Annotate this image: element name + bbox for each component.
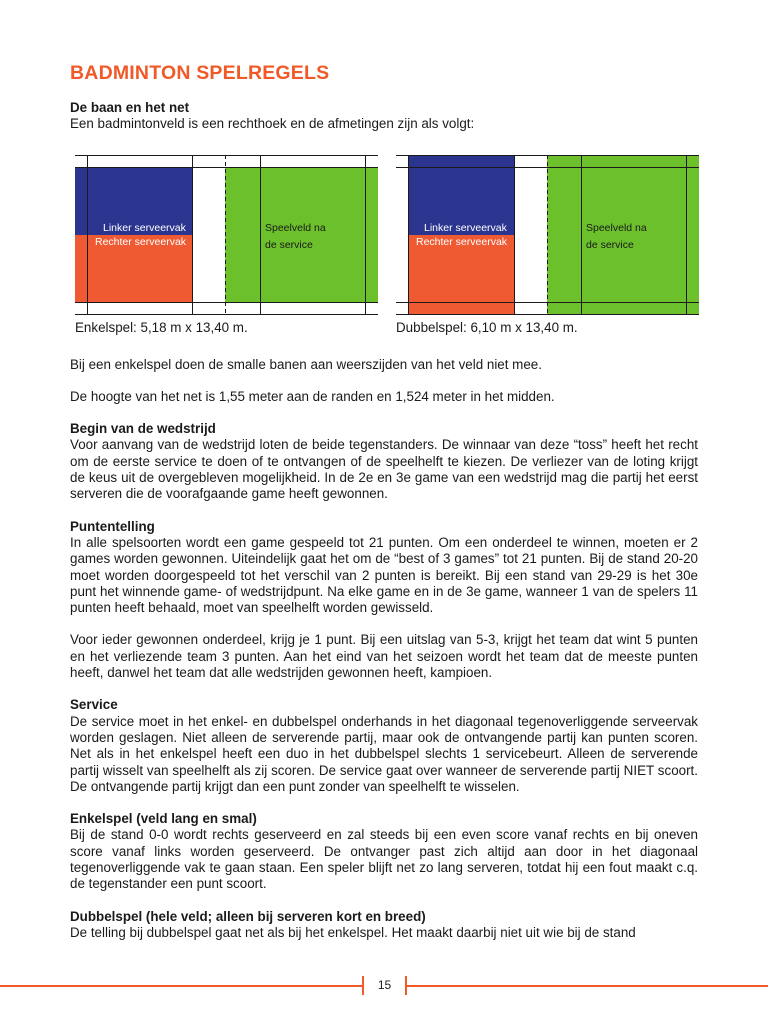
label-left-serve: Linker serveervak	[424, 222, 507, 234]
page-number: 15	[377, 978, 392, 992]
paragraph-baan-1: Bij een enkelspel doen de smalle banen aan weerszijden van het veld niet mee.	[70, 356, 542, 372]
paragraph-baan-intro: Een badmintonveld is een rechthoek en de afmetingen zijn als volgt:	[70, 116, 475, 132]
heading-dubbelspel: Dubbelspel (hele veld; alleen bij serveren kort en breed)	[70, 908, 426, 924]
court-diagram-double	[396, 155, 699, 315]
heading-enkelspel: Enkelspel (veld lang en smal)	[70, 811, 257, 827]
paragraph-punten-1: In alle spelsoorten wordt een game gespeeld tot 21 punten. Om een onderdeel te winnen, moeten er 2 games worden gewonnen. Uiteindelijk gaat het om de “best of 3 games” tot 21 punten. Bij de stand 20-20 moet worden doorgespeeld tot het verschil van 2 punten is bereikt. Bij een stand van 29-29 is het 30e punt het winnende game- of wedstrijdpunt. Na elke game en in de 3e game, wanneer 1 van de spelers 11 punten heeft behaald, moet van speelhelft worden gewisseld.	[70, 534, 698, 616]
label-field-line1: Speelveld na	[265, 222, 326, 234]
caption-single: Enkelspel: 5,18 m x 13,40 m.	[75, 320, 248, 335]
label-left-serve: Linker serveervak	[103, 222, 186, 234]
spacer	[70, 893, 698, 909]
paragraph-service: De service moet in het enkel- en dubbelspel onderhands in het diagonaal tegenoverliggende serveervak worden geslagen. Niet alleen de serverende partij, maar ook de ontvangende partij kan punten scoren. Net als in het enkelspel heeft een duo in het dubbelspel slechts 1 servicebeurt. Alleen de serverende partij wisselt van speelhelft als zij scoren. De service gaat over wanneer de serverende partij NIET scoort. De ontvangende partij krijgt dan een punt zonder van speelhelft te wisselen.	[70, 713, 698, 794]
paragraph-baan-2: De hoogte van het net is 1,55 meter aan de randen en 1,524 meter in het midden.	[70, 388, 555, 404]
label-field-line2: de service	[265, 239, 313, 251]
page-title: BADMINTON SPELREGELS	[70, 62, 330, 84]
label-field-line1: Speelveld na	[586, 222, 647, 234]
spacer	[70, 681, 698, 697]
spacer	[70, 405, 698, 421]
heading-begin: Begin van de wedstrijd	[70, 421, 216, 437]
label-right-serve: Rechter serveervak	[95, 236, 187, 248]
spacer	[70, 373, 698, 389]
court-field-green	[225, 167, 378, 303]
court-field-green	[547, 155, 699, 315]
heading-punten: Puntentelling	[70, 518, 155, 534]
spacer	[70, 616, 698, 632]
paragraph-dubbelspel: De telling bij dubbelspel gaat net als bij het enkelspel. Het maakt daarbij niet uit wie bij de stand	[70, 924, 636, 940]
paragraph-begin: Voor aanvang van de wedstrijd loten de beide tegenstanders. De winnaar van deze “toss” heeft het recht om de eerste service te doen of te ontvangen of de speelhelft te kiezen. De verliezer van de loting krijgt de keus uit de overgebleven mogelijkheid. In de 2e en 3e game van een wedstrijd mag die partij het eerst serveren die de voorafgaande game heeft gewonnen.	[70, 437, 698, 502]
heading-baan: De baan en het net	[70, 100, 190, 115]
footer-rule-right	[406, 985, 768, 987]
court-diagram-double-svg	[396, 155, 699, 315]
paragraph-enkelspel: Bij de stand 0-0 wordt rechts geserveerd en zal steeds bij een even score vanaf rechts en bij oneven score vanaf links worden geserveerd. De ontvanger past zich altijd aan door in het diagonaal tegenoverliggende vak te gaan staan. Een speler blijft net zo lang serveren, totdat hij een fout maakt c.q. de tegenstander een punt scoort.	[70, 827, 698, 892]
caption-double: Dubbelspel: 6,10 m x 13,40 m.	[396, 320, 578, 335]
spacer	[70, 795, 698, 811]
footer-rule-left	[0, 985, 362, 987]
paragraph-punten-2: Voor ieder gewonnen onderdeel, krijg je 1 punt. Bij een uitslag van 5-3, krijgt het team dat wint 5 punten en het verliezende team 3 punten. Aan het eind van het seizoen wordt het team dat de meeste punten heeft, danwel het team dat alle wedstrijden gewonnen heeft, kampioen.	[70, 632, 698, 681]
court-diagram-single-svg	[75, 155, 378, 315]
label-right-serve: Rechter serveervak	[416, 236, 508, 248]
court-diagram-single	[75, 155, 378, 315]
label-field-line2: de service	[586, 239, 634, 251]
heading-service: Service	[70, 697, 118, 713]
spacer	[70, 503, 698, 519]
